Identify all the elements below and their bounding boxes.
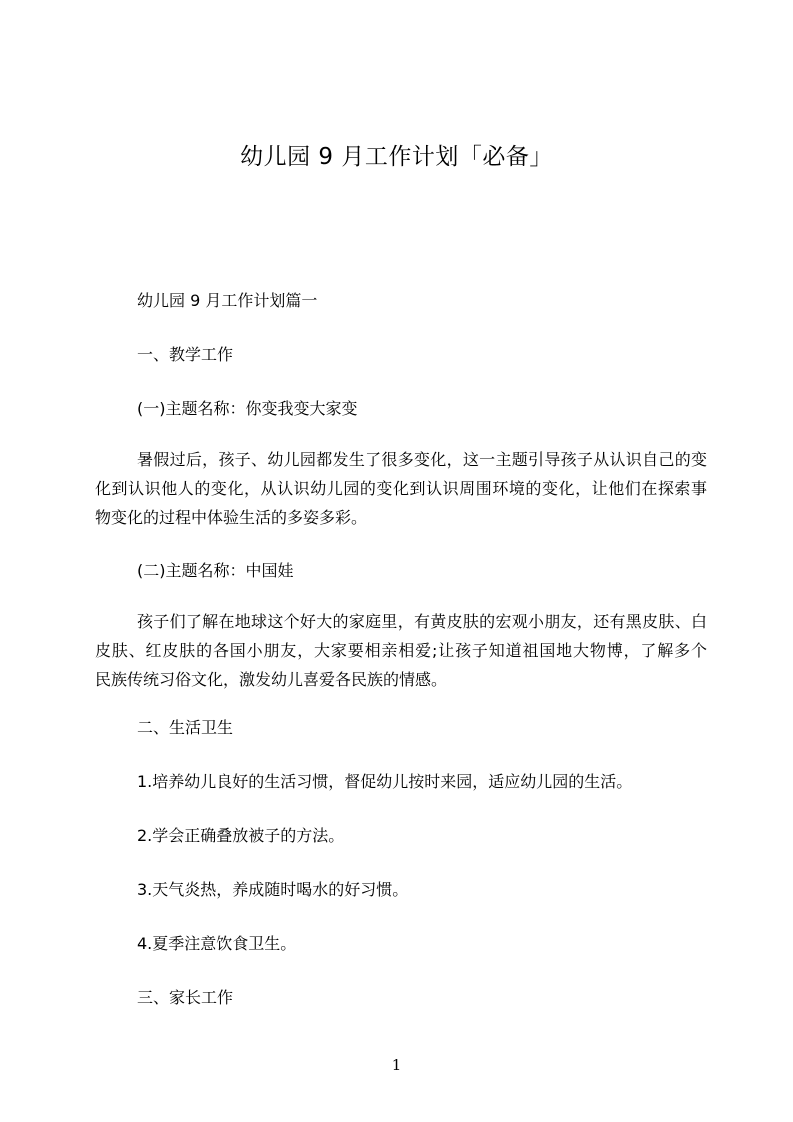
theme1-line-1: 暑假过后，孩子、幼儿园都发生了很多变化，这一主题引导孩子从认识自己的变 xyxy=(137,450,707,469)
theme2-heading: (二)主题名称：中国娃 xyxy=(137,561,294,580)
theme1-line-3: 物变化的过程中体验生活的多姿多彩。 xyxy=(95,508,368,527)
page-number: 1 xyxy=(391,1056,402,1074)
section-heading: 幼儿园 9 月工作计划篇一 xyxy=(137,291,318,310)
part2-heading: 二、生活卫生 xyxy=(137,718,234,737)
life-item-4: 4.夏季注意饮食卫生。 xyxy=(137,934,297,953)
theme1-heading: (一)主题名称：你变我变大家变 xyxy=(137,399,358,418)
theme2-paragraph xyxy=(95,607,707,694)
theme2-line-3: 民族传统习俗文化，激发幼儿喜爱各民族的情感。 xyxy=(95,670,448,689)
theme1-paragraph xyxy=(95,445,707,532)
theme2-line-2: 皮肤、红皮肤的各国小朋友，大家要相亲相爱;让孩子知道祖国地大物博，了解多个 xyxy=(95,641,707,660)
document-title: 幼儿园 9 月工作计划「必备」 xyxy=(240,144,553,170)
life-item-2: 2.学会正确叠放被子的方法。 xyxy=(137,826,345,845)
theme2-line-1: 孩子们了解在地球这个好大的家庭里，有黄皮肤的宏观小朋友，还有黑皮肤、白 xyxy=(137,612,707,631)
life-item-1: 1.培养幼儿良好的生活习惯，督促幼儿按时来园，适应幼儿园的生活。 xyxy=(137,772,633,791)
part1-heading: 一、教学工作 xyxy=(137,345,234,364)
theme1-line-2: 化到认识他人的变化，从认识幼儿园的变化到认识周围环境的变化，让他们在探索事 xyxy=(95,479,707,498)
part3-heading: 三、家长工作 xyxy=(137,988,234,1007)
life-item-3: 3.天气炎热，养成随时喝水的好习惯。 xyxy=(137,880,409,899)
